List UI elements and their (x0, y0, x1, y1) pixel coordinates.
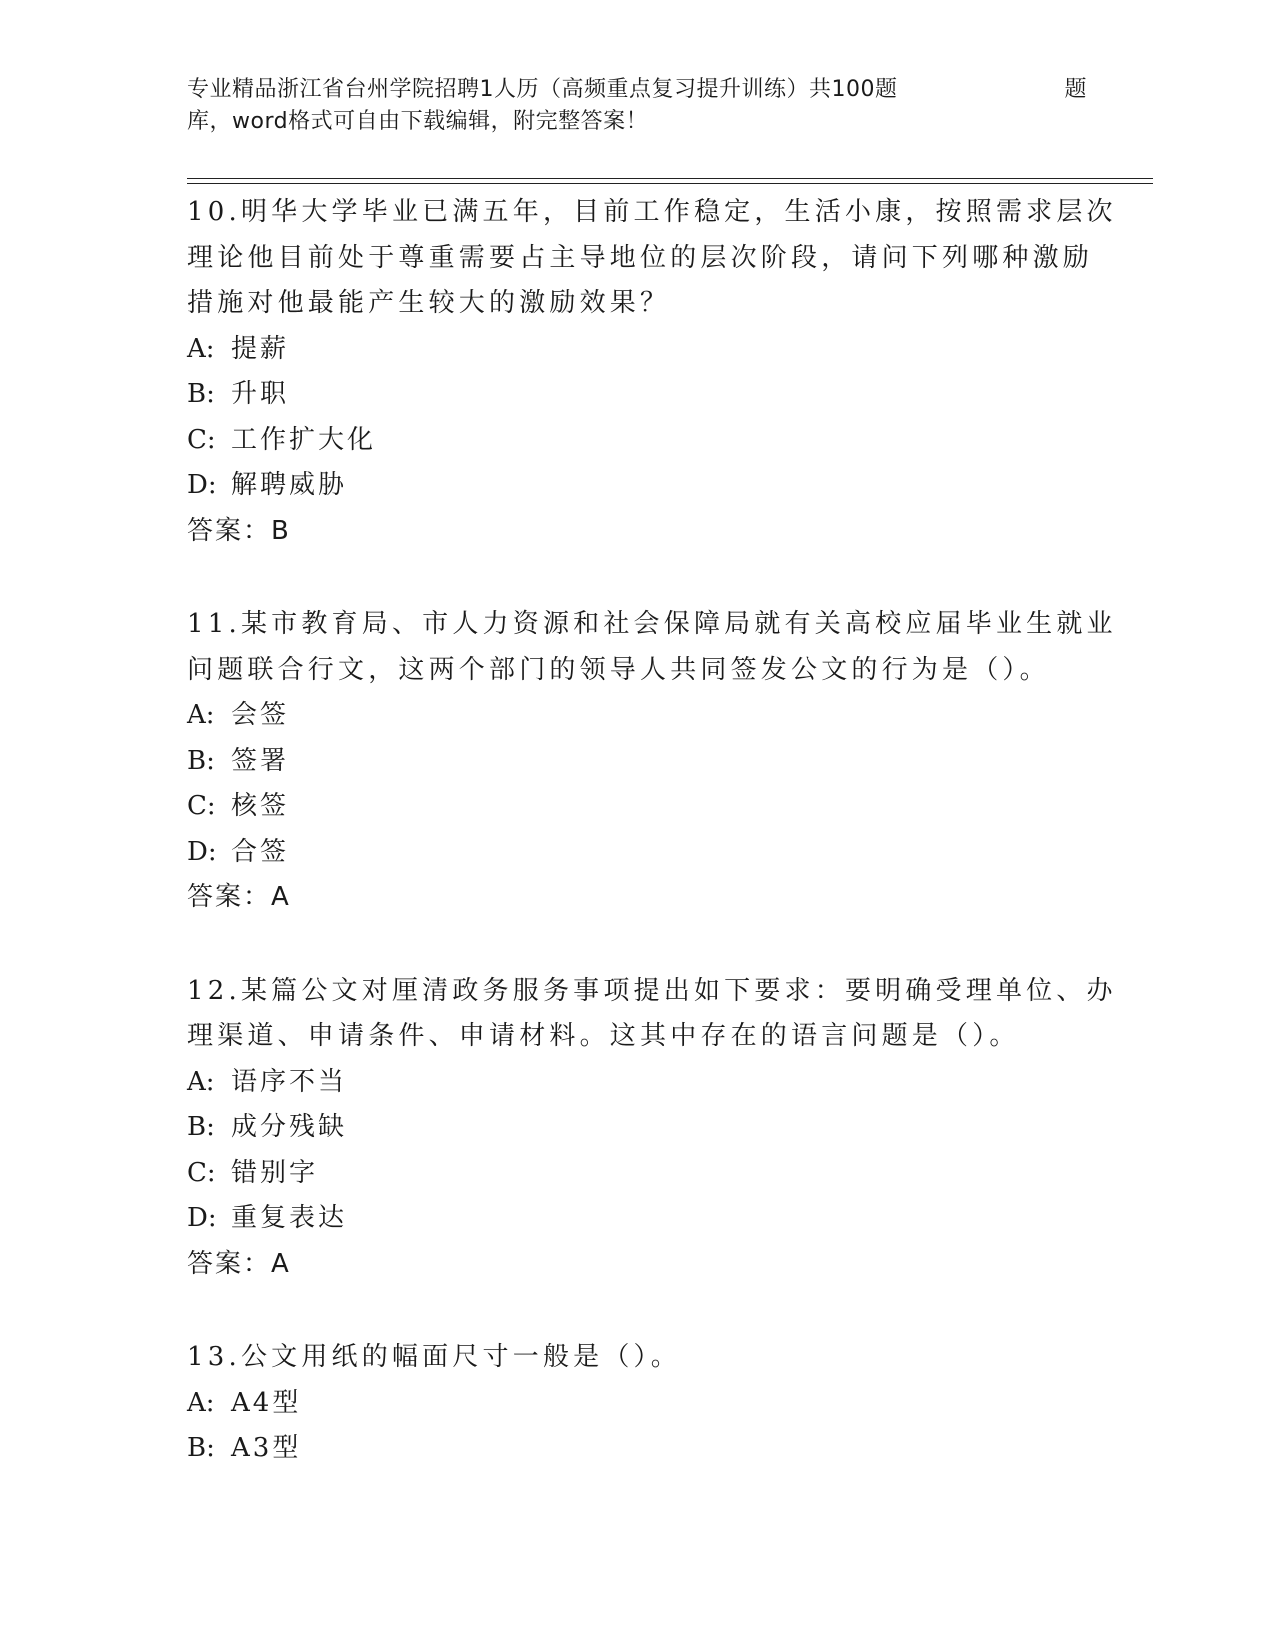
question-stem-line: 12.某篇公文对厘清政务服务事项提出如下要求：要明确受理单位、办 (187, 975, 1117, 1006)
option-letter: D: (187, 836, 217, 867)
question-stem-line: 问题联合行文，这两个部门的领导人共同签发公文的行为是（）。 (187, 654, 1050, 685)
option-text: 工作扩大化 (231, 424, 377, 455)
option-text: 重复表达 (231, 1203, 348, 1233)
option-d (187, 830, 1087, 876)
option-letter: B: (187, 379, 215, 409)
option-text: 提薪 (231, 333, 290, 364)
option-letter: A: (187, 700, 215, 730)
question-11 (187, 602, 1117, 921)
option-text: 成分残缺 (231, 1112, 348, 1142)
option-text: A4型 (231, 1387, 302, 1418)
option-text: 升职 (231, 379, 290, 409)
header-line-2: 库，word格式可自由下载编辑，附完整答案！ (187, 109, 649, 134)
option-text: 错别字 (231, 1157, 319, 1188)
question-list (187, 190, 1117, 1520)
question-12 (187, 969, 1117, 1288)
option-b (187, 1105, 1087, 1151)
header-rule-bottom (187, 183, 1153, 184)
option-text: 解聘威胁 (231, 470, 348, 500)
question-stem-line: 措施对他最能产生较大的激励效果？ (187, 288, 671, 318)
option-b (187, 739, 1087, 785)
option-letter: C: (187, 791, 216, 821)
option-a (187, 693, 1087, 739)
document-header (187, 74, 1087, 138)
option-letter: B: (187, 1433, 215, 1463)
option-letter: D: (187, 1203, 217, 1233)
option-c (187, 784, 1087, 830)
option-letter: C: (187, 424, 216, 455)
question-stem-line: 10.明华大学毕业已满五年，目前工作稳定，生活小康，按照需求层次 (187, 197, 1117, 227)
option-letter: B: (187, 1112, 215, 1142)
question-stem-line: 11.某市教育局、市人力资源和社会保障局就有关高校应届毕业生就业 (187, 609, 1117, 639)
answer-line: 答案：A (187, 882, 291, 912)
option-a (187, 327, 1087, 373)
answer-line: 答案：B (187, 515, 291, 546)
option-letter: A: (187, 1387, 215, 1418)
option-b (187, 1426, 1087, 1472)
option-c (187, 1151, 1087, 1197)
option-letter: C: (187, 1157, 216, 1188)
option-letter: A: (187, 1066, 215, 1097)
question-10 (187, 190, 1117, 554)
question-stem-line: 理渠道、申请条件、申请材料。这其中存在的语言问题是（）。 (187, 1021, 1020, 1051)
question-13 (187, 1335, 1087, 1472)
option-letter: D: (187, 470, 217, 500)
option-text: 会签 (231, 700, 290, 730)
option-letter: A: (187, 333, 215, 364)
option-a (187, 1381, 1087, 1427)
option-a (187, 1060, 1087, 1106)
option-c (187, 418, 1087, 464)
header-title: 专业精品浙江省台州学院招聘1人历（高频重点复习提升训练）共100题 (187, 77, 898, 102)
option-d (187, 1196, 1087, 1242)
option-b (187, 372, 1087, 418)
question-stem-line: 理论他目前处于尊重需要占主导地位的层次阶段，请问下列哪种激励 (187, 242, 1094, 273)
option-text: 核签 (231, 791, 290, 821)
option-text: 签署 (231, 745, 290, 776)
option-letter: B: (187, 745, 215, 776)
question-stem-line: 13.公文用纸的幅面尺寸一般是（）。 (187, 1342, 681, 1372)
option-text: 合签 (231, 836, 290, 867)
option-d (187, 463, 1087, 509)
option-text: A3型 (231, 1433, 302, 1463)
header-title-tail: 题 (1064, 77, 1087, 102)
option-text: 语序不当 (231, 1066, 348, 1097)
header-line-1 (187, 74, 1087, 106)
header-rule-top (187, 178, 1153, 179)
answer-line: 答案：A (187, 1248, 291, 1279)
